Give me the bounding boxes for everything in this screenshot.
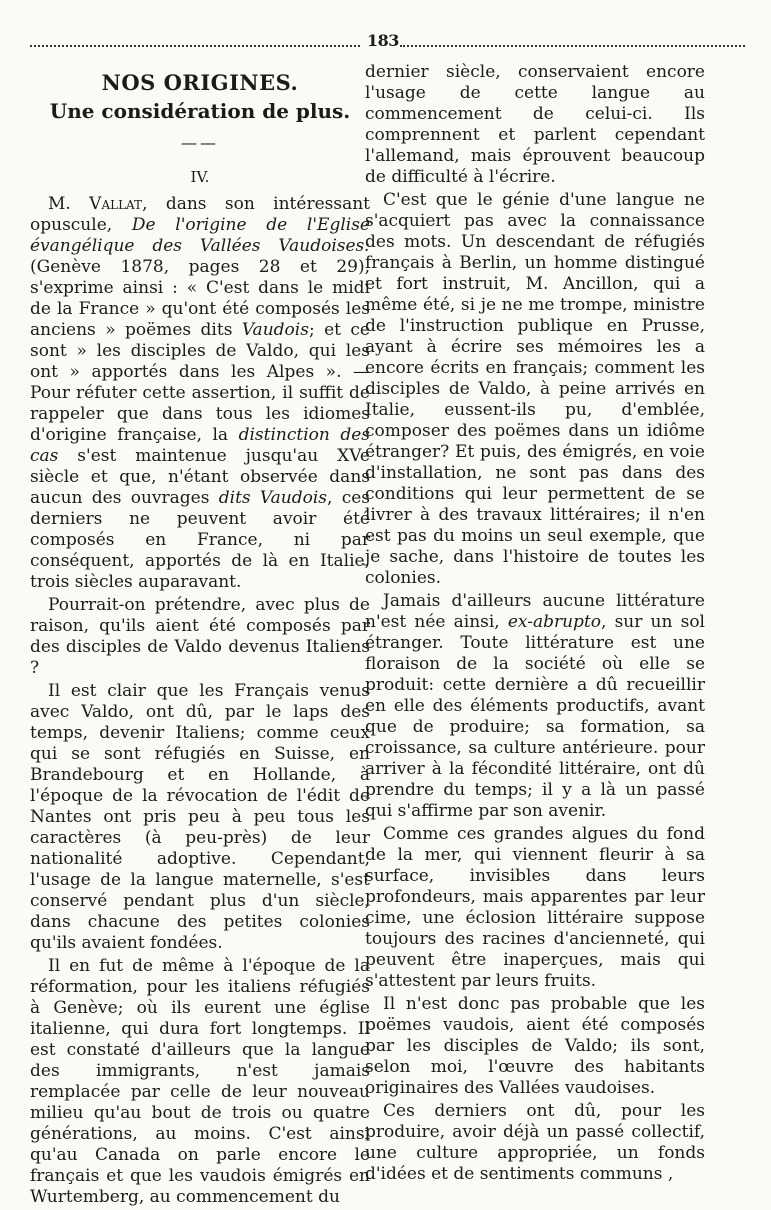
separator: —— — [181, 133, 219, 152]
article-subtitle: Une considération de plus. — [49, 99, 351, 123]
paragraph: Il n'est donc pas probable que les poëmes vaudois, aient été composés par les disciples de Valdo; ils sont, selon moi, l'œuvre des habitants originaires des Vallées vaudoises. — [365, 994, 705, 1098]
article-title: NOS ORIGINES. — [101, 70, 299, 95]
paragraph: Il en fut de même à l'époque de la réformation, pour les italiens réfugiés à Genève; où ils eurent une église italienne, qui dura fort longtemps. Il est constaté d'ailleurs que la langue des immigrants, n'est jamais remplacée par celle de leur nouveau milieu qu'au bout de trois ou quatre générations, au moins. C'est ainsi qu'au Canada on parle encore le français et que les vaudois émigrés en Wurtemberg, au commencement du — [30, 956, 370, 1207]
paragraph: Jamais d'ailleurs aucune littérature n'est née ainsi, ex-abrupto, sur un sol étranger. Toute littérature est une floraison de la société où elle se produit: cette dernière a dû recueillir en elle des éléments productifs, avant que de produire; sa formation, sa croissance, sa culture antérieure. pour arriver à la fécondité littéraire, ont dû prendre du temps; il y a là un passé qui s'affirme par son avenir. — [365, 591, 705, 821]
paragraph: Comme ces grandes algues du fond de la mer, qui viennent fleurir à sa surface, invisibles dans leurs profondeurs, mais apparentes par leur cime, une éclosion littéraire suppose toujours des racines d'ancienneté, qui peuvent être inaperçues, mais qui s'attestent par leurs fruits. — [365, 824, 705, 991]
paragraph: dernier siècle, conservaient encore l'usage de cette langue au commencement de celui-ci. Ils comprennent et parlent cependant l'allemand, mais éprouvent beaucoup de difficulté à l'écrire. — [365, 62, 705, 187]
right-column — [365, 62, 705, 1187]
page-header — [30, 30, 745, 54]
section-numeral: IV. — [190, 168, 210, 186]
header-rule-left — [30, 45, 360, 47]
page-number: 183 — [367, 31, 399, 50]
left-column — [30, 62, 370, 1210]
paragraph: C'est que le génie d'une langue ne s'acquiert pas avec la connaissance des mots. Un descendant de réfugiés français à Berlin, un homme distingué et fort instruit, M. Ancillon, qui a même été, si je ne me trompe, ministre de l'instruction publique en Prusse, ayant à écrire ses mémoires les a encore écrits en français; comment les disciples de Valdo, à peine arrivés en Italie, eussent-ils pu, d'emblée, composer des poëmes dans un idiôme étranger? Et puis, des émigrés, en voie d'installation, ne sont pas dans des conditions qui leur permettent de se livrer à des travaux littéraires; il n'en est pas du moins un seul exemple, que je sache, dans l'histoire de toutes les colonies. — [365, 190, 705, 588]
paragraph: Pourrait-on prétendre, avec plus de raison, qu'ils aient été composés par des disciples de Valdo devenus Italiens ? — [30, 595, 370, 678]
latin-phrase: ex-abrupto — [507, 612, 602, 632]
paragraph: M. Vallat, dans son intéressant opuscule, De l'origine de l'Eglise évangélique des Vallées Vaudoises: (Genève 1878, pages 28 et 29), s'exprime ainsi : « C'est dans le midi de la France » qu'ont été composés les anciens » poëmes dits Vaudois; et ce sont » les disciples de Valdo, qui les ont » apportés dans les Alpes ». — Pour réfuter cette assertion, il suffit de rappeler que dans tous les idiomes d'origine française, la distinction des cas s'est maintenue jusqu'au XVe siècle et que, n'étant observée dans aucun des ouvrages dits Vaudois, ces derniers ne peuvent avoir été composés en France, ni par conséquent, apportés de là en Italie, trois siècles auparavant. — [30, 194, 370, 592]
author-name: Vallat — [89, 194, 143, 214]
paragraph: Il est clair que les Français venus avec Valdo, ont dû, par le laps des temps, devenir Italiens; comme ceux qui se sont réfugiés en Suisse, en Brandebourg et en Hollande, à l'époque de la révocation de l'édit de Nantes ont pris peu à peu tous les caractères (à peu-près) de leur nationalité adoptive. Cependant, l'usage de la langue maternelle, s'est conservé pendant plus d'un siècle, dans chacune des petites colonies qu'ils avaient fondées. — [30, 681, 370, 953]
header-rule-right — [400, 45, 745, 47]
work-title: De l'origine de l'Eglise évangélique des Vallées Vaudoises: — [30, 215, 370, 256]
paragraph: Ces derniers ont dû, pour les produire, avoir déjà un passé collectif, une culture appropriée, un fonds d'idées et de sentiments communs , — [365, 1101, 705, 1184]
